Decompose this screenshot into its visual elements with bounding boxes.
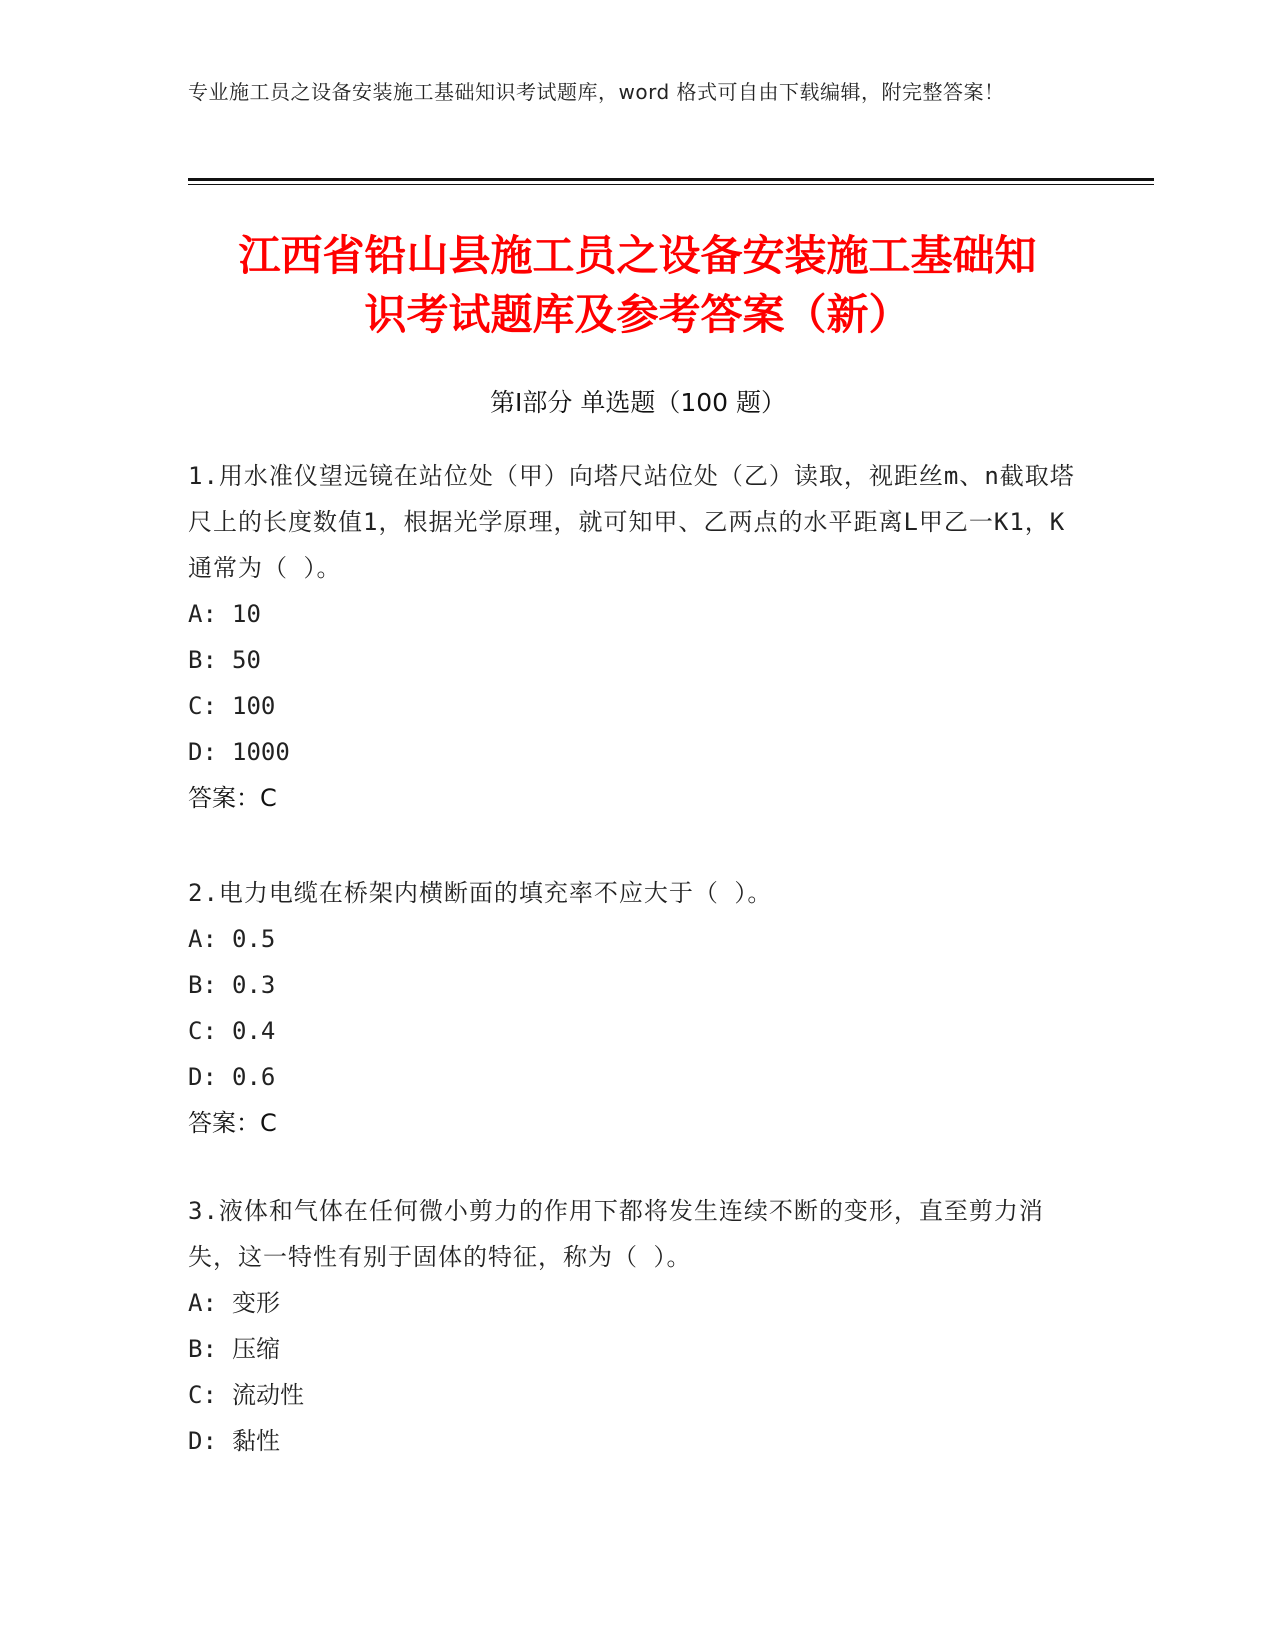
option-letter: C: — [188, 1381, 217, 1409]
option-a — [188, 916, 1088, 962]
header-rule-thick — [188, 178, 1154, 181]
option-d — [188, 729, 1088, 775]
answer-line: 答案：C — [188, 1109, 277, 1137]
header-rule-thin — [188, 184, 1154, 185]
option-c — [188, 1372, 1088, 1418]
option-text: 0.4 — [232, 1017, 276, 1045]
header-note: 专业施工员之设备安装施工基础知识考试题库，word 格式可自由下载编辑，附完整答案！ — [188, 80, 1005, 104]
question-1 — [188, 453, 1088, 821]
option-letter: D: — [188, 1063, 217, 1091]
option-letter: D: — [188, 738, 217, 766]
option-text: 压缩 — [232, 1335, 280, 1363]
document-title-line1: 江西省铅山县施工员之设备安装施工基础知 — [238, 231, 1037, 280]
answer-line: 答案：C — [188, 784, 277, 812]
question-stem: 2.电力电缆在桥架内横断面的填充率不应大于（ ）。 — [188, 879, 773, 907]
document-title-line2: 识考试题库及参考答案（新） — [364, 290, 911, 339]
option-c — [188, 683, 1088, 729]
option-text: 0.6 — [232, 1063, 276, 1091]
option-d — [188, 1418, 1088, 1464]
option-text: 0.5 — [232, 925, 276, 953]
option-c — [188, 1008, 1088, 1054]
option-letter: A: — [188, 1289, 217, 1317]
question-2 — [188, 870, 1088, 1146]
option-letter: C: — [188, 1017, 217, 1045]
option-letter: A: — [188, 925, 217, 953]
option-text: 变形 — [232, 1289, 280, 1317]
option-a — [188, 1280, 1088, 1326]
option-letter: B: — [188, 646, 217, 674]
question-stem: 1.用水准仪望远镜在站位处（甲）向塔尺站位处（乙）读取，视距丝m、n截取塔尺上的长度数值1，根据光学原理，就可知甲、乙两点的水平距离L甲乙一K1，K通常为（ ）。 — [188, 462, 1075, 582]
option-a — [188, 591, 1088, 637]
option-text: 0.3 — [232, 971, 276, 999]
option-letter: B: — [188, 1335, 217, 1363]
option-letter: D: — [188, 1427, 217, 1455]
option-text: 100 — [232, 692, 276, 720]
option-letter: A: — [188, 600, 217, 628]
section-title: 第Ⅰ部分 单选题（100 题） — [490, 388, 786, 417]
option-b — [188, 1326, 1088, 1372]
option-d — [188, 1054, 1088, 1100]
option-letter: B: — [188, 971, 217, 999]
option-text: 黏性 — [232, 1427, 280, 1455]
option-text: 50 — [232, 646, 261, 674]
option-text: 1000 — [232, 738, 290, 766]
option-b — [188, 637, 1088, 683]
question-3 — [188, 1188, 1088, 1464]
option-letter: C: — [188, 692, 217, 720]
option-b — [188, 962, 1088, 1008]
document-title — [150, 226, 1125, 344]
option-text: 流动性 — [232, 1381, 304, 1409]
option-text: 10 — [232, 600, 261, 628]
question-stem: 3.液体和气体在任何微小剪力的作用下都将发生连续不断的变形，直至剪力消失，这一特性有别于固体的特征，称为（ ）。 — [188, 1197, 1044, 1271]
